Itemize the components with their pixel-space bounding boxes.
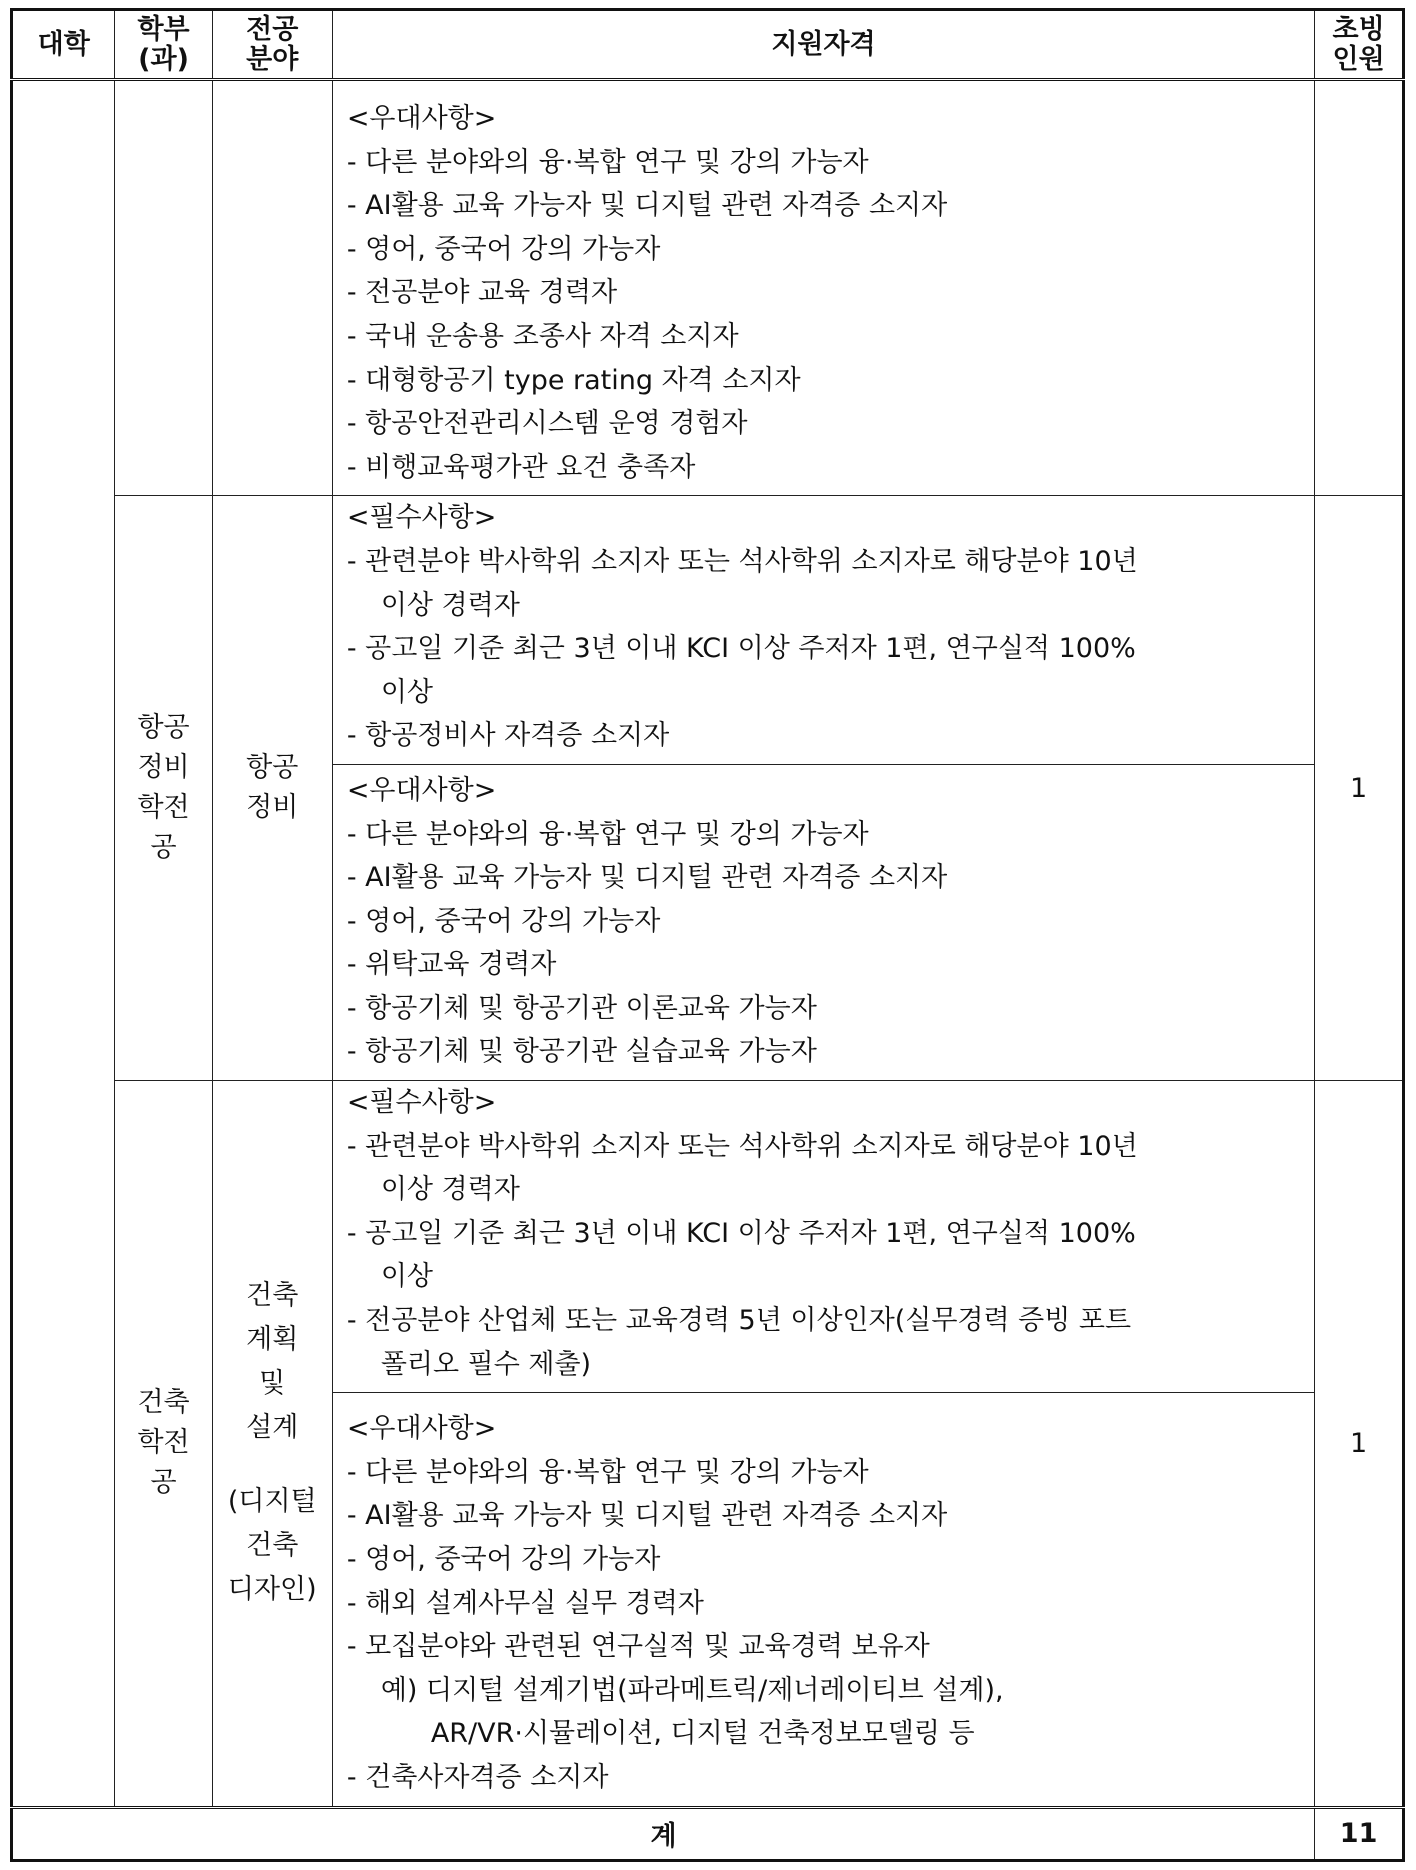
major-text-line: (디지털	[227, 1486, 317, 1518]
list-item: - 항공기체 및 항공기관 이론교육 가능자	[346, 992, 817, 1024]
dept-text-line: 정비	[137, 752, 190, 784]
header-dept	[115, 10, 212, 80]
table-row	[12, 80, 1404, 496]
header-major-line1: 전공	[246, 13, 299, 45]
header-dept-line1: 학부	[137, 13, 190, 45]
header-dept-line2: (과)	[138, 43, 189, 75]
list-item: - 항공정비사 자격증 소지자	[346, 720, 670, 752]
list-item-example: 예) 디지털 설계기법(파라메트릭/제너레이티브 설계),	[380, 1674, 1004, 1706]
list-item: - 모집분야와 관련된 연구실적 및 교육경력 보유자	[346, 1631, 930, 1663]
list-item: - 항공안전관리시스템 운영 경험자	[346, 408, 748, 440]
list-item: - AI활용 교육 가능자 및 디지털 관련 자격증 소지자	[346, 1500, 948, 1532]
major-text-line: 건축	[246, 1530, 299, 1562]
required-qualifications-block3	[332, 1081, 1314, 1393]
list-item: - 항공기체 및 항공기관 실습교육 가능자	[346, 1036, 817, 1068]
qualification-table	[10, 8, 1405, 1862]
count-cell-aircraft-maintenance: 1	[1315, 496, 1404, 1081]
table-row	[12, 1081, 1404, 1393]
list-item-continuation: 폴리오 필수 제출)	[380, 1348, 592, 1380]
dept-text-line: 학전	[137, 1427, 190, 1459]
list-item: - 해외 설계사무실 실무 경력자	[346, 1587, 704, 1619]
preferred-qualifications-block3	[332, 1393, 1314, 1807]
major-text-line: 항공	[246, 752, 299, 784]
major-text-line: 설계	[246, 1412, 299, 1444]
preferred-qualifications-block2	[332, 764, 1314, 1080]
required-title: <필수사항>	[346, 1087, 497, 1119]
header-major-line2: 분야	[246, 43, 299, 75]
list-item: - 전공분야 산업체 또는 교육경력 5년 이상인자(실무경력 증빙 포트	[346, 1305, 1132, 1337]
count-cell-continued	[1315, 80, 1404, 496]
header-college: 대학	[12, 10, 115, 80]
dept-cell-architecture	[115, 1081, 212, 1808]
required-qualifications-block2	[332, 496, 1314, 765]
major-text-line: 건축	[246, 1280, 299, 1312]
header-count-line1: 초빙	[1332, 13, 1385, 45]
list-item: - 대형항공기 type rating 자격 소지자	[346, 364, 801, 396]
major-cell-aircraft-maintenance	[212, 496, 332, 1081]
list-item: - 건축사자격증 소지자	[346, 1761, 609, 1793]
preferred-title: <우대사항>	[346, 1413, 497, 1445]
list-item: - 영어, 중국어 강의 가능자	[346, 233, 661, 265]
list-item: - 국내 운송용 조종사 자격 소지자	[346, 320, 739, 352]
table-row	[12, 496, 1404, 765]
major-cell-architecture	[212, 1081, 332, 1808]
major-text-line: 디자인)	[227, 1574, 317, 1606]
dept-text-line: 항공	[137, 712, 190, 744]
preferred-qualifications-block1	[332, 80, 1314, 496]
major-text-line: 계획	[246, 1324, 299, 1356]
preferred-title: <우대사항>	[346, 774, 497, 806]
dept-cell-aircraft-maintenance	[115, 496, 212, 1081]
list-item: - 관련분야 박사학위 소지자 또는 석사학위 소지자로 해당분야 10년	[346, 545, 1138, 577]
list-item-continuation: 이상	[380, 676, 433, 708]
recruitment-table-page	[10, 8, 1405, 1862]
list-item: - 위탁교육 경력자	[346, 949, 557, 981]
major-spacer	[213, 1450, 332, 1480]
list-item: - AI활용 교육 가능자 및 디지털 관련 자격증 소지자	[346, 862, 948, 894]
list-item: - AI활용 교육 가능자 및 디지털 관련 자격증 소지자	[346, 190, 948, 222]
required-title: <필수사항>	[346, 502, 497, 534]
dept-text-line: 건축	[137, 1387, 190, 1419]
table-header-row	[12, 10, 1404, 80]
list-item-continuation: 이상	[380, 1261, 433, 1293]
list-item: - 다른 분야와의 융·복합 연구 및 강의 가능자	[346, 1456, 869, 1488]
header-major	[212, 10, 332, 80]
list-item: - 관련분야 박사학위 소지자 또는 석사학위 소지자로 해당분야 10년	[346, 1130, 1138, 1162]
list-item: - 다른 분야와의 융·복합 연구 및 강의 가능자	[346, 146, 869, 178]
list-item-continuation: 이상 경력자	[380, 589, 520, 621]
preferred-title: <우대사항>	[346, 103, 497, 134]
college-cell	[12, 80, 115, 1808]
total-count: 11	[1315, 1807, 1404, 1860]
list-item: - 전공분야 교육 경력자	[346, 277, 618, 309]
total-label: 계	[12, 1807, 1315, 1860]
total-row	[12, 1807, 1404, 1860]
list-item: - 다른 분야와의 융·복합 연구 및 강의 가능자	[346, 818, 869, 850]
list-item-example-continuation: AR/VR·시뮬레이션, 디지털 건축정보모델링 등	[430, 1718, 975, 1750]
list-item: - 영어, 중국어 강의 가능자	[346, 905, 661, 937]
major-cell-continued	[212, 80, 332, 496]
dept-text-line: 공	[150, 832, 177, 864]
dept-text-line: 학전	[137, 792, 190, 824]
header-qualification: 지원자격	[332, 10, 1314, 80]
dept-cell-continued	[115, 80, 212, 496]
header-count-line2: 인원	[1332, 43, 1385, 75]
list-item: - 공고일 기준 최근 3년 이내 KCI 이상 주저자 1편, 연구실적 100%	[346, 633, 1136, 665]
major-text-line: 및	[259, 1368, 286, 1400]
major-text-line: 정비	[246, 792, 299, 824]
header-count	[1315, 10, 1404, 80]
list-item-continuation: 이상 경력자	[380, 1174, 520, 1206]
list-item: - 영어, 중국어 강의 가능자	[346, 1544, 661, 1575]
dept-text-line: 공	[150, 1467, 177, 1499]
list-item: - 비행교육평가관 요건 충족자	[346, 451, 696, 483]
count-cell-architecture: 1	[1315, 1081, 1404, 1808]
list-item: - 공고일 기준 최근 3년 이내 KCI 이상 주저자 1편, 연구실적 100%	[346, 1217, 1136, 1249]
